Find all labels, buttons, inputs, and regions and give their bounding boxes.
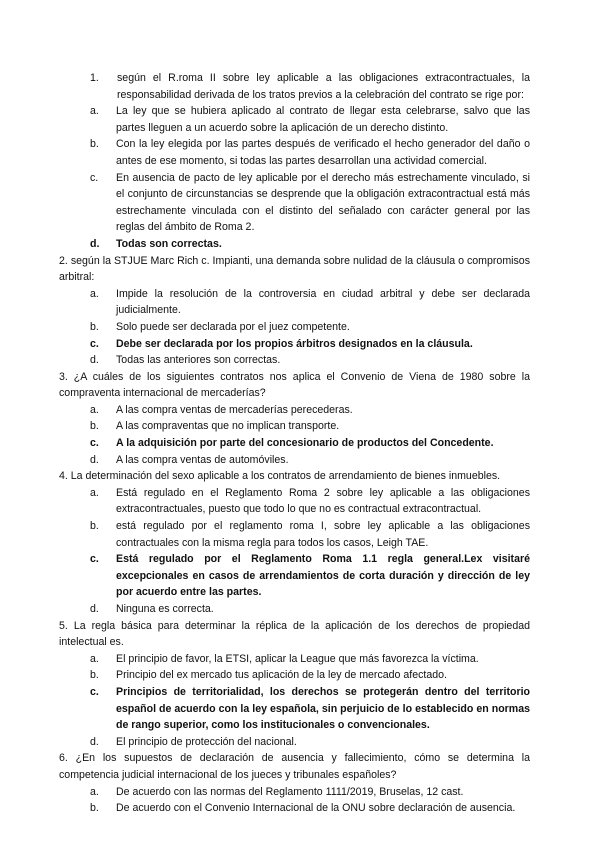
option-letter: d. <box>90 603 99 615</box>
question-6 <box>59 750 530 816</box>
option-item <box>90 485 530 518</box>
option-text: Todas las anteriores son correctas. <box>116 354 281 367</box>
option-text: En ausencia de pacto de ley aplicable por el derecho más estrechamente vinculado, si el conjunto de circunstancias se desprende que la obligación extracontractual está más estrechamente vinculada con el distinto del señalado con carácter general por las reglas del ámbito de Roma 2. <box>116 171 530 234</box>
option-letter: d. <box>90 453 99 466</box>
option-letter: d. <box>90 237 100 250</box>
option-letter: a. <box>90 403 99 416</box>
option-text: La ley que se hubiera aplicado al contrato de llegar esta celebrarse, salvo que las partes lleguen a un acuerdo sobre la aplicación de un derecho distinto. <box>116 105 530 134</box>
option-text: Ninguna es correcta. <box>116 603 214 615</box>
options-list <box>90 286 530 369</box>
option-text: A las compra ventas de mercaderías perecederas. <box>116 403 353 416</box>
option-text: De acuerdo con las normas del Reglamento 1111/2019, Bruselas, 12 cast. <box>116 785 464 798</box>
option-item <box>90 352 530 369</box>
question-text: 4. La determinación del sexo aplicable a los contratos de arrendamiento de bienes inmuebles. <box>59 470 501 483</box>
option-item <box>90 784 530 801</box>
question-text: según el R.roma II sobre ley aplicable a las obligaciones extracontractuales, la responsabilidad derivada de los tratos previos a la celebración del contrato se rige por: <box>117 72 530 101</box>
question-5 <box>59 618 530 751</box>
question-text: 5. La regla básica para determinar la réplica de la aplicación de los derechos de propiedad intelectual es. <box>59 619 530 649</box>
option-item-correct <box>90 435 530 452</box>
option-letter: a. <box>90 486 99 499</box>
option-item <box>90 286 530 319</box>
option-letter: d. <box>90 735 99 748</box>
option-item <box>90 103 530 136</box>
options-list <box>90 103 530 252</box>
option-text: Está regulado en el Reglamento Roma 2 sobre ley aplicable a las obligaciones extracontractuales, puesto que todo lo que no es contractual extracontractual. <box>116 486 530 516</box>
option-item <box>90 601 530 618</box>
option-text: Principios de territorialidad, los derechos se protegerán dentro del territorio español de acuerdo con la ley española, sin perjuicio de lo establecido en normas de rango superior, como los institucionales o convencionales. <box>116 685 530 732</box>
question-text: 2. según la STJUE Marc Rich c. Impianti, una demanda sobre nulidad de la cláusula o compromisos arbitral: <box>59 254 530 284</box>
option-item-correct <box>90 236 530 253</box>
options-list <box>90 784 530 817</box>
option-text: Debe ser declarada por los propios árbitros designados en la cláusula. <box>116 337 473 350</box>
option-letter: a. <box>90 287 99 300</box>
question-text: 6. ¿En los supuestos de declaración de ausencia y fallecimiento, cómo se determina la competencia judicial internacional de los jueces y tribunales españoles? <box>59 752 530 781</box>
option-text: Con la ley elegida por las partes después de verificado el hecho generador del daño o antes de ese momento, si todas las partes desarrollan una actividad comercial. <box>116 138 530 167</box>
question-1 <box>90 70 530 253</box>
option-text: El principio de protección del nacional. <box>116 735 297 748</box>
option-text: está regulado por el reglamento roma I, sobre ley aplicable a las obligaciones contractuales con la misma regla para todos los casos, Leigh TAE. <box>116 520 530 549</box>
question-2 <box>59 253 530 369</box>
option-letter: b. <box>90 520 99 533</box>
option-text: Principio del ex mercado tus aplicación de la ley de mercado afectado. <box>116 669 447 682</box>
option-letter: d. <box>90 354 99 367</box>
option-item-correct <box>90 684 530 734</box>
option-item-correct <box>90 336 530 353</box>
option-item <box>90 800 530 817</box>
option-item <box>90 319 530 336</box>
option-letter: b. <box>90 138 99 151</box>
option-letter: a. <box>90 652 99 665</box>
question-4 <box>59 468 530 617</box>
option-item <box>90 170 530 236</box>
option-item <box>90 452 530 469</box>
option-letter: c. <box>90 437 99 450</box>
option-text: De acuerdo con el Convenio Internacional de la ONU sobre declaración de ausencia. <box>116 802 516 815</box>
option-letter: c. <box>90 685 99 698</box>
option-item <box>90 402 530 419</box>
option-text: A la adquisición por parte del concesionario de productos del Concedente. <box>116 437 494 450</box>
question-3 <box>59 369 530 469</box>
option-text: Solo puede ser declarada por el juez competente. <box>116 320 350 333</box>
option-letter: b. <box>90 320 99 333</box>
option-item <box>90 651 530 668</box>
question-number: 1. <box>90 72 99 84</box>
option-item <box>90 667 530 684</box>
option-text: Impide la resolución de la controversia en ciudad arbitral y debe ser declarada judicialmente. <box>116 287 530 317</box>
options-list <box>90 485 530 618</box>
question-1-stem <box>90 70 530 103</box>
options-list <box>90 651 530 751</box>
option-letter: a. <box>90 785 99 798</box>
option-letter: a. <box>90 105 99 118</box>
option-letter: b. <box>90 802 99 815</box>
option-letter: b. <box>90 669 99 682</box>
option-letter: c. <box>90 337 99 350</box>
option-item-correct <box>90 551 530 601</box>
option-item <box>90 734 530 751</box>
question-text: 3. ¿A cuáles de los siguientes contratos nos aplica el Convenio de Viena de 1980 sobre la compraventa internacional de mercaderías? <box>59 370 530 400</box>
option-item <box>90 136 530 169</box>
options-list <box>90 402 530 468</box>
option-letter: c. <box>90 171 99 184</box>
option-letter: b. <box>90 420 99 433</box>
option-item <box>90 418 530 435</box>
option-text: A las compraventas que no implican transporte. <box>116 420 340 433</box>
option-letter: c. <box>90 553 99 566</box>
option-item <box>90 518 530 551</box>
option-text: Está regulado por el Reglamento Roma 1.1 regla general.Lex visitaré excepcionales en casos de arrendamientos de corta duración y dirección de ley por acuerdo entre las partes. <box>116 553 530 599</box>
option-text: Todas son correctas. <box>116 237 222 250</box>
option-text: A las compra ventas de automóviles. <box>116 453 289 466</box>
option-text: El principio de favor, la ETSI, aplicar la League que más favorezca la víctima. <box>116 652 479 665</box>
